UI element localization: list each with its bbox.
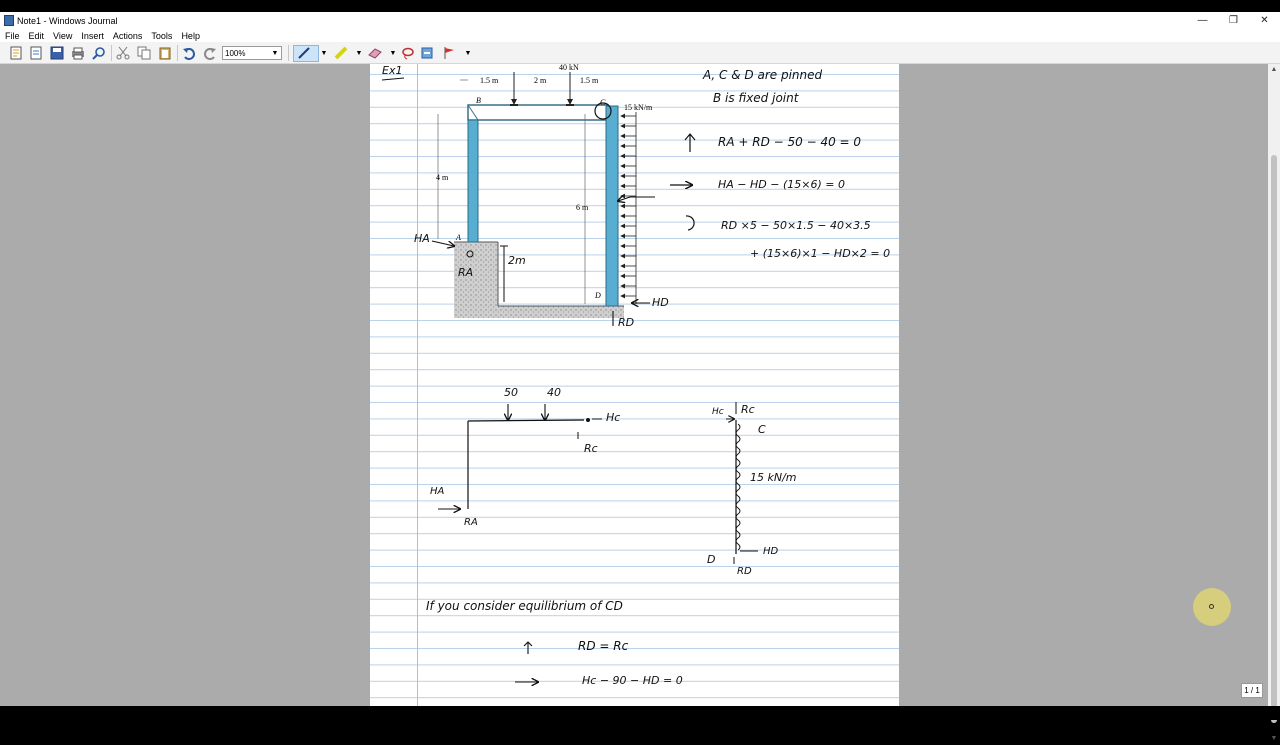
ink-eq-horizontal: HA − HD − (15×6) = 0 <box>718 178 845 191</box>
pen-cursor-highlight <box>1193 588 1231 626</box>
ink-example: Ex1 <box>382 64 403 77</box>
menu-help[interactable]: Help <box>181 30 200 41</box>
ink-cd-hd: HD <box>763 546 779 557</box>
pen-icon[interactable] <box>296 46 312 60</box>
journal-app-icon <box>4 15 14 26</box>
udl-label: 15 kN/m <box>624 103 653 112</box>
chevron-down-icon[interactable]: ▼ <box>355 49 363 57</box>
ink-hd: HD <box>652 296 669 309</box>
chevron-down-icon[interactable]: ▼ <box>464 49 472 57</box>
ink-ha: HA <box>414 232 430 245</box>
minimize-button[interactable]: — <box>1197 15 1208 26</box>
title-bar <box>0 12 1280 29</box>
ink-fbd-rc: Rc <box>584 442 598 455</box>
vertical-scrollbar[interactable] <box>1268 64 1280 742</box>
new-note-icon[interactable] <box>8 46 24 60</box>
save-icon[interactable] <box>49 46 65 60</box>
dim-3: 1.5 m <box>580 76 599 85</box>
window-controls <box>1187 12 1280 29</box>
ink-cd-rc: Rc <box>741 403 755 416</box>
scroll-up-icon[interactable]: ▲ <box>1270 66 1278 73</box>
ink-eq-horizontal-cd: Hc − 90 − HD = 0 <box>582 674 683 687</box>
window-title: Note1 - Windows Journal <box>17 15 118 26</box>
toolbar-separator <box>288 45 289 61</box>
page-indicator: 1 / 1 <box>1241 683 1263 698</box>
dim-2: 2 m <box>534 76 547 85</box>
ink-rd: RD <box>618 316 635 329</box>
ink-fbd-ra: RA <box>464 517 478 528</box>
menu-view[interactable]: View <box>53 30 73 41</box>
menu-bar <box>0 29 1280 42</box>
ink-cd-d: D <box>707 553 716 566</box>
menu-tools[interactable]: Tools <box>151 30 173 41</box>
pen-cursor-icon <box>1209 604 1214 609</box>
copy-icon[interactable] <box>136 46 152 60</box>
ink-eq-moment-cont: + (15×6)×1 − HD×2 = 0 <box>750 247 891 260</box>
restore-button[interactable]: ❐ <box>1229 15 1238 26</box>
find-icon[interactable] <box>91 46 107 60</box>
eraser-icon[interactable] <box>367 46 383 60</box>
journal-page[interactable] <box>370 64 899 706</box>
menu-edit[interactable]: Edit <box>28 30 45 41</box>
ink-eq-rd-rc: RD = Rc <box>578 639 629 653</box>
ink-fbd-50: 50 <box>504 386 518 399</box>
dim-1: 1.5 m <box>480 76 499 85</box>
menu-actions[interactable]: Actions <box>112 30 143 41</box>
label-B: B <box>476 96 481 105</box>
page-canvas <box>370 64 899 706</box>
scrollbar-thumb[interactable] <box>1271 155 1277 723</box>
zoom-select[interactable] <box>222 46 282 60</box>
paste-icon[interactable] <box>157 46 173 60</box>
zoom-value: 100% <box>225 48 246 58</box>
undo-icon[interactable] <box>181 46 197 60</box>
menu-insert[interactable]: Insert <box>81 30 104 41</box>
chevron-down-icon[interactable]: ▼ <box>389 49 397 57</box>
menu-file[interactable]: File <box>5 30 20 41</box>
ink-note-pinned: A, C & D are pinned <box>703 68 823 82</box>
chevron-down-icon: ▼ <box>271 49 279 57</box>
insert-space-icon[interactable] <box>419 46 435 60</box>
ink-2m: 2m <box>508 254 526 267</box>
top-edge <box>0 0 1280 12</box>
ink-cd-rd: RD <box>737 566 752 577</box>
label-D: D <box>595 291 601 300</box>
label-A: A <box>456 233 461 242</box>
print-icon[interactable] <box>70 46 86 60</box>
ink-fbd-hc: Hc <box>606 411 621 424</box>
ink-note-fixed: B is fixed joint <box>713 91 799 105</box>
ink-cd-udl: 15 kN/m <box>750 471 797 484</box>
load-40-label: 40 kN <box>559 64 579 72</box>
highlighter-icon[interactable] <box>333 46 349 60</box>
bottom-edge <box>0 706 1280 720</box>
toolbar <box>0 42 1280 64</box>
ink-eq-moment: RD ×5 − 50×1.5 − 40×3.5 <box>721 219 871 232</box>
ink-cd-hc: Hc <box>712 407 724 417</box>
height-6m: 6 m <box>576 203 589 212</box>
chevron-down-icon[interactable]: ▼ <box>320 49 328 57</box>
ink-fbd-40: 40 <box>547 386 561 399</box>
ink-eq-vertical: RA + RD − 50 − 40 = 0 <box>718 135 862 149</box>
toolbar-separator <box>177 45 178 61</box>
cut-icon[interactable] <box>115 46 131 60</box>
label-C: C <box>600 98 606 107</box>
redo-icon[interactable] <box>202 46 218 60</box>
scroll-down-icon[interactable]: ▼ <box>1270 735 1278 742</box>
toolbar-separator <box>111 45 112 61</box>
flag-icon[interactable] <box>441 46 457 60</box>
ink-sentence: If you consider equilibrium of CD <box>426 599 623 613</box>
close-button[interactable]: ✕ <box>1260 15 1269 26</box>
ink-cd-c: C <box>758 423 766 436</box>
lasso-icon[interactable] <box>400 46 416 60</box>
ink-ra: RA <box>458 266 474 279</box>
height-4m: 4 m <box>436 173 449 182</box>
ink-fbd-ha: HA <box>430 486 445 497</box>
open-icon[interactable] <box>28 46 44 60</box>
